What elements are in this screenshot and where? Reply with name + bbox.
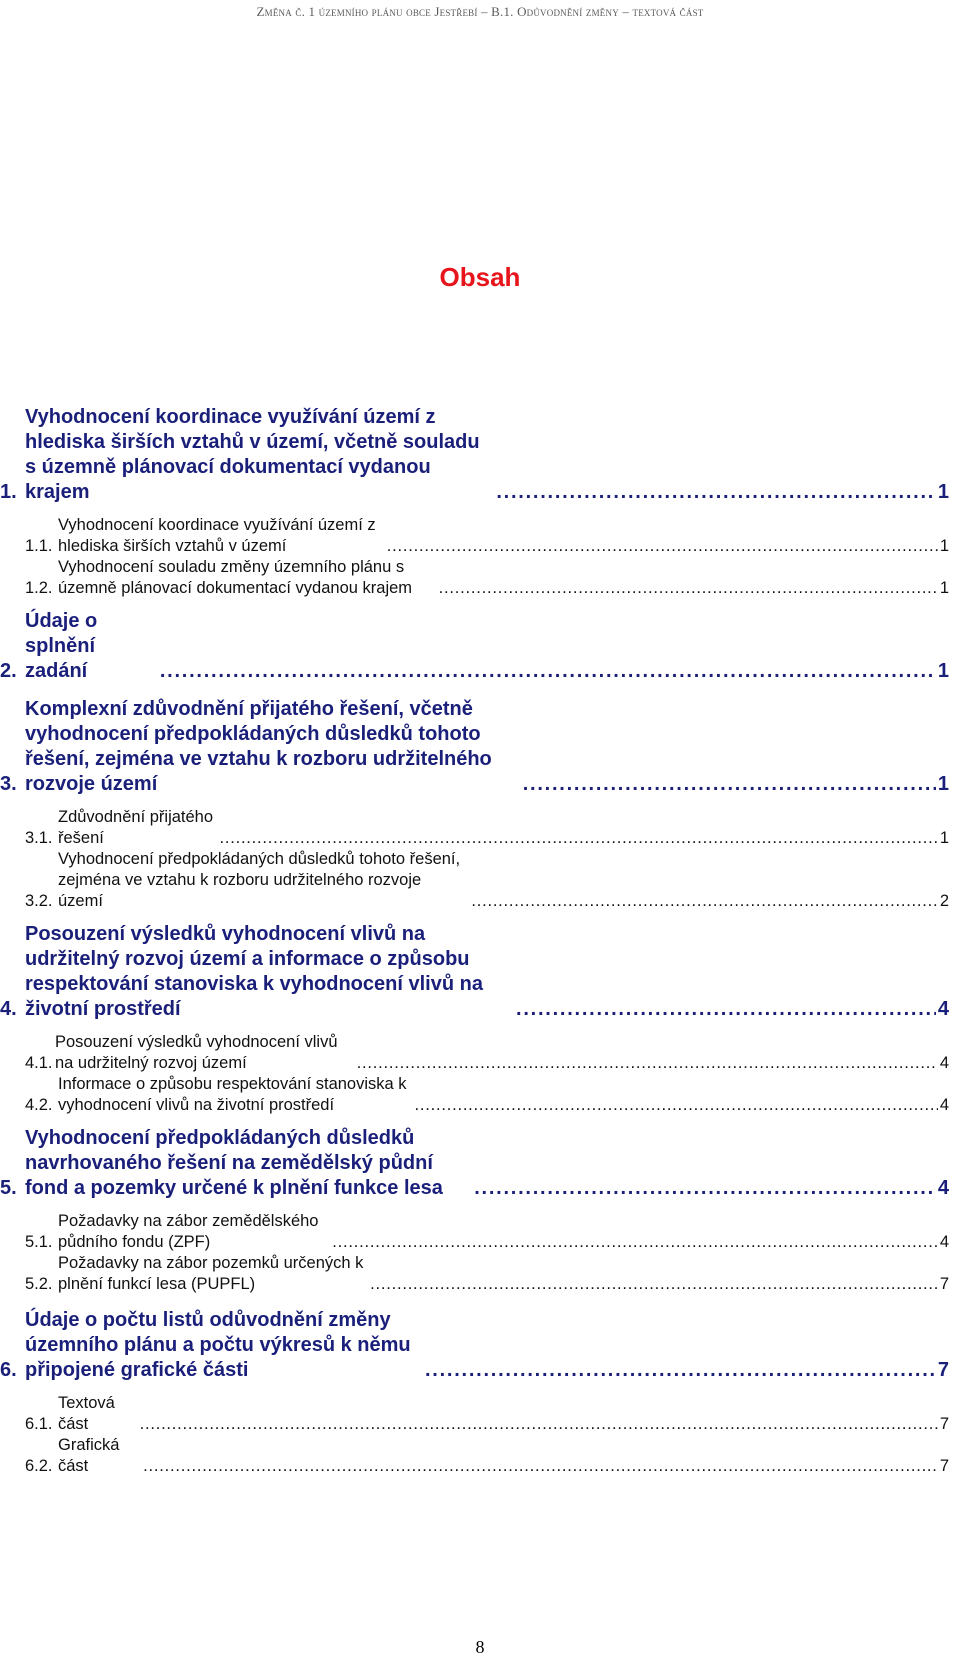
running-header: Změna č. 1 územního plánu obce Jestřebí – B.1. Odůvodnění změny – textová část (256, 4, 704, 19)
dot-leader (523, 772, 936, 797)
toc-page: 7 (937, 1359, 949, 1381)
dot-leader (496, 480, 936, 505)
dot-leader (425, 1358, 936, 1383)
toc-text: Požadavky na zábor zemědělského půdního fondu (ZPF) (58, 1212, 319, 1251)
toc-text: Vyhodnocení koordinace využívání území z hlediska širších vztahů v území, včetně souladu s územně plánovací dokumentací vydanou krajem (25, 406, 480, 503)
dot-leader (370, 1274, 938, 1295)
toc-entry-3-1[interactable] (25, 807, 949, 849)
toc-page: 1 (939, 829, 949, 847)
toc-text: Vyhodnocení předpokládaných důsledků navrhovaného řešení na zemědělský půdní fond a pozemky určené k plnění funkce lesa (25, 1127, 443, 1199)
toc-entry-5-2[interactable] (25, 1253, 949, 1295)
toc-entry-5[interactable]: 5. Vyhodnocení předpokládaných důsledků navrhovaného řešení na zemědělský půdní fond a pozemky určené k plnění funkce lesa . . . 4 (25, 1126, 949, 1201)
toc-text: Grafická část (58, 1436, 120, 1475)
toc-page: 1 (937, 660, 949, 682)
toc-page: 4 (939, 1054, 949, 1072)
toc-entry-4[interactable]: 4. Posouzení výsledků vyhodnocení vlivů na udržitelný rozvoj území a informace o způsobu respektování stanoviska k vyhodnocení vlivů na životní prostředí . . . 4 (25, 922, 949, 1022)
toc-number: 3.2. (25, 892, 53, 910)
dot-leader (387, 536, 938, 557)
toc-page: 4 (939, 1233, 949, 1251)
dot-leader (439, 578, 938, 599)
toc-text: Požadavky na zábor pozemků určených k plnění funkcí lesa (PUPFL) (58, 1254, 364, 1293)
toc-page: 1 (939, 579, 949, 597)
toc-number: 4.2. (25, 1096, 53, 1114)
toc-entry-6-1[interactable] (25, 1393, 949, 1435)
toc-entry-1-2[interactable] (25, 557, 949, 599)
toc-page: 4 (937, 998, 949, 1020)
toc-text: Textová část (58, 1394, 115, 1433)
toc-page: 7 (939, 1415, 949, 1433)
toc-text: Vyhodnocení souladu změny územního plánu s územně plánovací dokumentací vydanou krajem (58, 558, 413, 597)
dot-leader (140, 1414, 938, 1435)
toc-page: 1 (937, 773, 949, 795)
page-title: Obsah (439, 262, 521, 292)
dot-leader (415, 1095, 938, 1116)
dot-leader (471, 891, 937, 912)
toc-entry-1[interactable]: 1. Vyhodnocení koordinace využívání území z hlediska širších vztahů v území, včetně souladu s územně plánovací dokumentací vydanou krajem . . . 1 (25, 405, 949, 505)
toc-text: Posouzení výsledků vyhodnocení vlivů na udržitelný rozvoj území a informace o způsobu respektování stanoviska k vyhodnocení vlivů na životní prostředí (25, 923, 483, 1020)
toc-text: Informace o způsobu respektování stanoviska k vyhodnocení vlivů na životní prostředí (58, 1075, 407, 1114)
toc-page: 1 (939, 537, 949, 555)
toc-page: 1 (937, 481, 949, 503)
toc-text: Komplexní zdůvodnění přijatého řešení, včetně vyhodnocení předpokládaných důsledků tohoto řešení, zejména ve vztahu k rozboru udržitelného rozvoje území (25, 698, 492, 795)
dot-leader (219, 828, 937, 849)
dot-leader (143, 1456, 938, 1477)
toc-text: Údaje o počtu listů odůvodnění změny územního plánu a počtu výkresů k němu připojené grafické části (25, 1309, 411, 1381)
toc-entry-3[interactable]: 3. Komplexní zdůvodnění přijatého řešení, včetně vyhodnocení předpokládaných důsledků tohoto řešení, zejména ve vztahu k rozboru udržitelného rozvoje území . . . 1 (25, 697, 949, 797)
toc-text: Vyhodnocení koordinace využívání území z hlediska širších vztahů v území (58, 516, 376, 555)
toc-entry-3-2[interactable] (25, 849, 949, 912)
toc-entry-1-1[interactable] (25, 515, 949, 557)
toc-number: 6.2. (25, 1457, 53, 1475)
toc-page: 7 (939, 1457, 949, 1475)
toc-number: 5.2. (25, 1275, 53, 1293)
toc-entry-5-1[interactable] (25, 1211, 949, 1253)
toc-number: 1.2. (25, 579, 53, 597)
toc-number: 4.1. (25, 1054, 53, 1072)
toc-page: 4 (937, 1177, 949, 1199)
toc-page: 2 (939, 892, 949, 910)
toc-text: Zdůvodnění přijatého řešení (58, 808, 214, 847)
toc-entry-4-1[interactable] (25, 1032, 949, 1074)
toc-number: 1.1. (25, 537, 53, 555)
dot-leader (357, 1053, 938, 1074)
toc-text: Posouzení výsledků vyhodnocení vlivů na udržitelný rozvoj území (55, 1033, 338, 1072)
dot-leader (516, 997, 936, 1022)
toc-entry-6-2[interactable] (25, 1435, 949, 1477)
toc-entry-2[interactable]: 2. Údaje o splnění zadání . . . 1 (25, 609, 949, 684)
dot-leader (160, 659, 936, 684)
dot-leader (332, 1232, 938, 1253)
table-of-contents (0, 405, 949, 1477)
dot-leader (474, 1176, 936, 1201)
toc-number: 6.1. (25, 1415, 53, 1433)
toc-text: Vyhodnocení předpokládaných důsledků tohoto řešení, zejména ve vztahu k rozboru udržitelného rozvoje území (58, 850, 461, 910)
toc-entry-4-2[interactable] (25, 1074, 949, 1116)
toc-page: 4 (939, 1096, 949, 1114)
toc-page: 7 (939, 1275, 949, 1293)
toc-number: 3.1. (25, 829, 53, 847)
toc-entry-6[interactable]: 6. Údaje o počtu listů odůvodnění změny územního plánu a počtu výkresů k němu připojené grafické části . . . 7 (25, 1308, 949, 1383)
toc-text: Údaje o splnění zadání (25, 610, 98, 682)
page-number: 8 (475, 1637, 485, 1657)
toc-number: 5.1. (25, 1233, 53, 1251)
